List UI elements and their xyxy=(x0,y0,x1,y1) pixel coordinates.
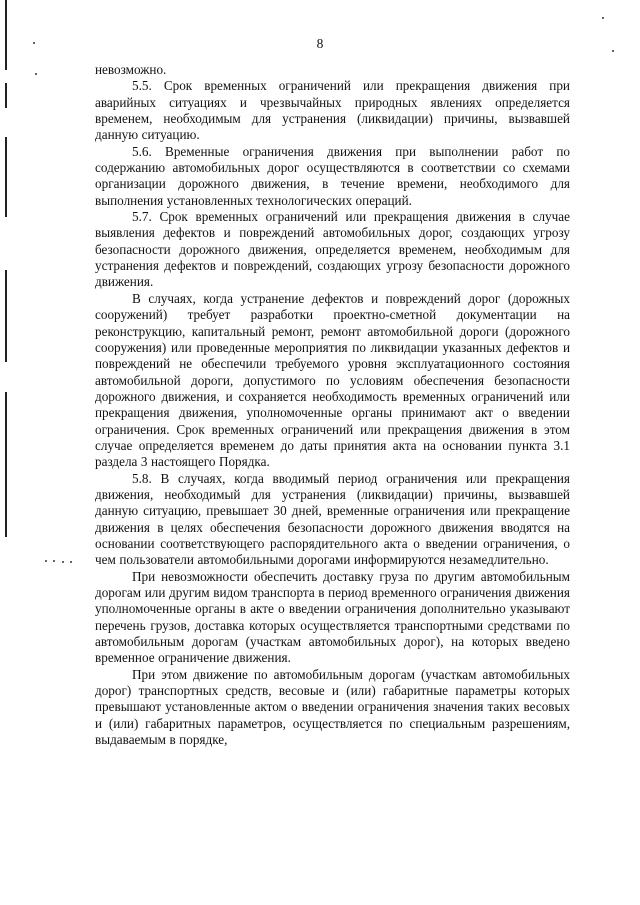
left-edge-scan-mark xyxy=(5,0,7,70)
paragraph-delivery-impossible: При невозможности обеспечить доставку груза по другим автомобильным дорогам или другим видом транспорта в период временного ограничения движения уполномоченные органы в акте о введении ограничения дополнительно указывают перечень грузов, доставка которых осуществляется транспортными средствами по автомобильным дорогам (участкам автомобильных дорог), на которых введено временное ограничение движения. xyxy=(95,568,570,666)
page-number: 8 xyxy=(316,36,324,51)
scan-dot xyxy=(33,42,35,44)
scan-dot xyxy=(53,560,55,562)
scan-dot xyxy=(602,17,604,19)
scan-dot xyxy=(45,560,47,562)
left-edge-scan-mark xyxy=(5,83,7,108)
document-text-block xyxy=(95,62,570,748)
left-edge-scan-mark xyxy=(5,392,7,537)
paragraph-5-5: 5.5. Срок временных ограничений или прекращения движения при аварийных ситуациях и чрезвычайных природных явлениях определяется временем, необходимым для устранения (ликвидации) причины, вызвавшей данную ситуацию. xyxy=(95,78,570,143)
paragraph-5-7-cases: В случаях, когда устранение дефектов и повреждений дорог (дорожных сооружений) требует разработки проектно-сметной документации на реконструкцию, капитальный ремонт, ремонт автомобильной дороги (дорожного сооружения) или проведенные мероприятия по ликвидации указанных дефектов и повреждений не обеспечили требуемого уровня эксплуатационного состояния автомобильной дороги, допустимого по условиям обеспечения безопасности дорожного движения, и сохраняется необходимость временных ограничений или прекращения движения, уполномоченные органы принимают акт о введении ограничения. Срок временных ограничений или прекращения движения в этом случае определяется временем до даты принятия акта на основании пункта 3.1 раздела 3 настоящего Порядка. xyxy=(95,290,570,470)
scan-dot xyxy=(612,50,614,52)
paragraph-5-8: 5.8. В случаях, когда вводимый период ограничения или прекращения движения, необходимый для устранения (ликвидации) причины, вызвавшей данную ситуацию, превышает 30 дней, временные ограничения или прекращение движения в целях обеспечения безопасности дорожного движения вводятся на основании соответствующего распорядительного акта о введении ограничения, о чем пользователи автомобильными дорогами информируются незамедлительно. xyxy=(95,470,570,568)
scan-dot xyxy=(35,73,37,75)
paragraph-special-permits: При этом движение по автомобильным дорогам (участкам автомобильных дорог) транспортных средств, весовые и (или) габаритные параметры которых превышают установленные актом о введении ограничения значения таких весовых и (или) габаритных параметров, осуществляется по специальным разрешениям, выдаваемым в порядке, xyxy=(95,666,570,748)
paragraph-5-6: 5.6. Временные ограничения движения при выполнении работ по содержанию автомобильных дорог осуществляются в соответствии со схемами организации дорожного движения, в течение времени, необходимого для выполнения установленных технологических операций. xyxy=(95,143,570,208)
paragraph-5-7: 5.7. Срок временных ограничений или прекращения движения в случае выявления дефектов и повреждений автомобильных дорог, создающих угрозу безопасности дорожного движения, определяется временем, необходимым для устранения дефектов и повреждений, создающих угрозу безопасности дорожного движения. xyxy=(95,209,570,290)
left-edge-scan-mark xyxy=(5,270,7,362)
left-edge-scan-mark xyxy=(5,137,7,217)
paragraph-continuation: невозможно. xyxy=(95,62,167,77)
scan-dot xyxy=(62,561,64,563)
scan-dot xyxy=(70,561,72,563)
